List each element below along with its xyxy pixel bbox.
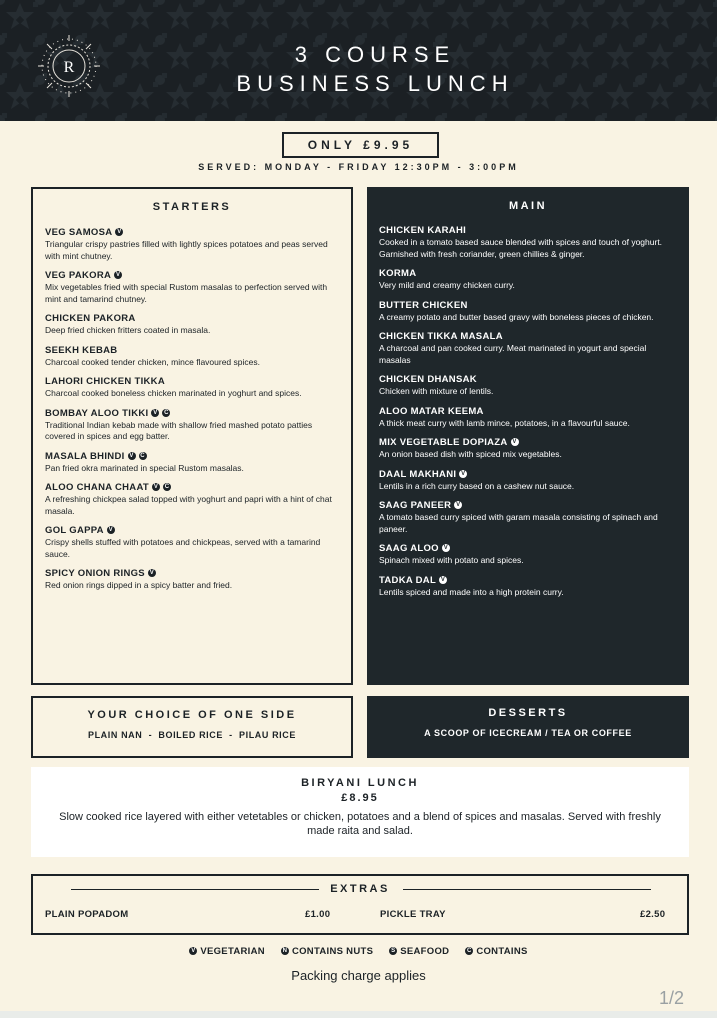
biryani-title: BIRYANI LUNCH (301, 777, 419, 789)
legend-entry (465, 946, 527, 957)
menu-item-name (379, 499, 677, 512)
menu-item-description: Lentils spiced and made into a high protein curry. (379, 586, 564, 597)
menu-item (45, 375, 339, 400)
dietary-badge-icon: C (467, 948, 472, 955)
extra-item-price: £2.50 (640, 909, 666, 920)
dietary-badge-icon: V (129, 452, 134, 459)
dietary-badge-icon: V (108, 527, 113, 534)
legend-entry (281, 946, 373, 957)
menu-item (45, 226, 339, 262)
menu-item (45, 481, 339, 517)
menu-item-name (379, 468, 677, 481)
menu-item (45, 524, 339, 560)
menu-item-description: Triangular crispy pastries filled with lightly spices potatoes and peas served with mint chutney. (45, 239, 328, 261)
menu-item (379, 468, 677, 493)
menu-item (379, 330, 677, 366)
dietary-badge-icon: V (461, 470, 466, 477)
menu-item-name-text: SAAG ALOO (379, 543, 439, 554)
dietary-badge-icon: C (164, 484, 170, 491)
menu-item-name-text: CHICKEN PAKORA (45, 313, 136, 324)
main-heading: MAIN (508, 200, 548, 212)
menu-item-name (379, 299, 677, 312)
dietary-badge-icon: V (153, 409, 158, 416)
title-line-2: BUSINESS LUNCH (236, 71, 514, 96)
menu-item-description: Red onion rings dipped in a spicy batter and fried. (45, 580, 233, 590)
menu-item-description: Charcoal cooked tender chicken, mince flavoured spices. (45, 356, 260, 367)
menu-item-name-text: CHICKEN TIKKA MASALA (379, 331, 503, 342)
menu-item-name (379, 330, 677, 343)
dietary-badge-icon: S (391, 948, 396, 955)
menu-item-name (379, 267, 677, 280)
dietary-badge-icon: V (512, 439, 517, 446)
side-heading: YOUR CHOICE OF ONE SIDE (87, 709, 297, 721)
menu-item-name-text: SAAG PANEER (379, 500, 452, 511)
menu-item-description: Lentils in a rich curry based on a cashew nut sauce. (379, 480, 575, 491)
menu-item-description: A refreshing chickpea salad topped with yoghurt and papri with a hint of chat masala. (45, 494, 332, 516)
menu-item-name-text: SPICY ONION RINGS (45, 568, 145, 579)
menu-item (45, 407, 339, 443)
menu-item-name-text: CHICKEN DHANSAK (379, 374, 477, 385)
dietary-legend (0, 946, 717, 957)
starters-panel (31, 187, 353, 685)
dietary-badge-icon: V (456, 502, 461, 509)
menu-item-name-text: DAAL MAKHANI (379, 468, 457, 480)
main-panel (367, 187, 689, 685)
menu-item (379, 542, 677, 567)
menu-item (45, 450, 339, 475)
menu-item-description: Crispy shells stuffed with potatoes and chickpeas, served with a tamarind sauce. (45, 537, 321, 559)
dietary-badge-icon: V (153, 484, 159, 491)
legend-entry (189, 946, 265, 957)
legend-label: CONTAINS NUTS (291, 946, 374, 957)
rustom-logo (34, 31, 104, 101)
menu-item (379, 405, 677, 430)
dietary-badge-icon: V (443, 545, 449, 552)
desserts-options: A SCOOP OF ICECREAM / TEA OR COFFEE (424, 728, 632, 738)
menu-item-name-text: VEG PAKORA (45, 270, 112, 281)
menu-item-name (379, 373, 677, 386)
packing-note: Packing charge applies (291, 968, 426, 983)
dietary-badge-icon: N (282, 948, 288, 955)
menu-item (379, 299, 677, 324)
biryani-price: £8.95 (341, 792, 379, 804)
menu-item-name (45, 375, 339, 388)
desserts-panel (367, 696, 689, 758)
menu-item-name-text: SEEKH KEBAB (45, 344, 118, 356)
dietary-badge-icon: V (440, 576, 446, 583)
menu-item-name-text: MIX VEGETABLE DOPIAZA (379, 437, 508, 448)
menu-item-name-text: ALOO MATAR KEEMA (379, 405, 484, 417)
menu-item-name (45, 450, 339, 463)
menu-item-description: Spinach mixed with potato and spices. (379, 555, 524, 565)
served-times: SERVED: MONDAY - FRIDAY 12:30PM - 3:00PM (198, 162, 519, 172)
starters-list (33, 216, 351, 592)
menu-item-description: A creamy potato and butter based gravy with boneless pieces of chicken. (379, 311, 654, 322)
dietary-badge-icon: C (164, 409, 169, 416)
menu-item-name (45, 344, 339, 357)
dietary-badge-icon: V (116, 272, 121, 279)
menu-item-name-text: MASALA BHINDI (45, 450, 125, 462)
extra-item-price: £1.00 (305, 909, 331, 920)
main-list (367, 214, 689, 598)
menu-item-name (45, 524, 339, 537)
menu-item-name-text: KORMA (379, 268, 417, 279)
menu-item-name (379, 405, 677, 418)
menu-item-description: Traditional Indian kebab made with shallow fried mashed potato patties covered in spices and egg batter. (45, 419, 313, 441)
menu-item-name (45, 226, 339, 239)
extras-heading: EXTRAS (330, 883, 390, 895)
menu-item-name (45, 312, 339, 325)
extra-item-name: PLAIN POPADOM (45, 909, 129, 920)
menu-item-name-text: LAHORI CHICKEN TIKKA (45, 376, 165, 387)
menu-item-description: A tomato based curry spiced with garam masala consisting of spinach and paneer. (379, 512, 658, 534)
menu-item-description: An onion based dish with spiced mix vegetables. (379, 449, 562, 459)
dietary-badge-icon: C (140, 452, 145, 459)
menu-item-name-text: VEG SAMOSA (45, 227, 113, 238)
menu-item-description: Deep fried chicken fritters coated in masala. (45, 325, 211, 335)
menu-item (379, 267, 677, 292)
dietary-badge-icon: V (117, 229, 122, 236)
biryani-description: Slow cooked rice layered with either vetetables or chicken, potatoes and a blend of spices and masalas. Served with freshly made raita and salad. (59, 811, 661, 837)
menu-item-description: Pan fried okra marinated in special Rustom masalas. (45, 462, 244, 473)
menu-item (379, 436, 677, 461)
starters-heading: STARTERS (152, 201, 232, 213)
price-box: ONLY £9.95 (282, 132, 439, 158)
title-line-1: 3 COURSE (294, 42, 456, 67)
page-indicator: 1/2 (659, 988, 685, 1008)
legend-label: SEAFOOD (400, 946, 450, 957)
menu-item-name-text: BUTTER CHICKEN (379, 299, 468, 311)
menu-item-description: A thick meat curry with lamb mince, potatoes, in a flavourful sauce. (379, 417, 630, 428)
menu-item-name (379, 224, 677, 237)
menu-item-name (379, 436, 677, 449)
menu-item-name-text: BOMBAY ALOO TIKKI (45, 407, 149, 419)
menu-item-name (45, 269, 339, 282)
menu-item-name-text: GOL GAPPA (45, 525, 104, 536)
menu-item-name (45, 481, 339, 494)
header-banner (0, 0, 717, 121)
side-options: PLAIN NAN - BOILED RICE - PILAU RICE (87, 730, 296, 740)
logo-letter: R (63, 59, 75, 76)
menu-item-name-text: TADKA DAL (379, 574, 437, 586)
menu-item-description: Chicken with mixture of lentils. (379, 386, 494, 396)
legend-label: VEGETARIAN (200, 946, 265, 957)
biryani-panel (31, 767, 689, 857)
menu-item (379, 574, 677, 599)
menu-item-description: Charcoal cooked boneless chicken marinated in yoghurt and spices. (45, 388, 302, 398)
menu-item-description: Cooked in a tomato based sauce blended with spices and touch of yoghurt. Garnished with fresh coriander, green chillies & ginger. (379, 237, 663, 259)
extra-item-name: PICKLE TRAY (380, 909, 446, 920)
menu-item (45, 269, 339, 305)
menu-item (45, 312, 339, 337)
menu-item-name-text: ALOO CHANA CHAAT (45, 482, 150, 493)
legend-entry (389, 946, 449, 957)
side-panel (31, 696, 353, 758)
extras-panel (31, 874, 689, 935)
menu-item (45, 567, 339, 592)
menu-item (379, 224, 677, 260)
menu-item-description: Mix vegetables fried with special Rustom masalas to perfection served with mint and tamarind chutney. (45, 282, 328, 304)
menu-item-description: Very mild and creamy chicken curry. (379, 280, 515, 290)
menu-item-name (379, 542, 677, 555)
dietary-badge-icon: V (149, 570, 155, 577)
menu-item (379, 499, 677, 535)
menu-item-name (45, 567, 339, 580)
menu-item-name-text: CHICKEN KARAHI (379, 225, 467, 236)
bottom-bar (0, 1011, 717, 1018)
dietary-badge-icon: V (191, 948, 196, 955)
menu-item-name (379, 574, 677, 587)
menu-item-description: A charcoal and pan cooked curry. Meat marinated in yogurt and special masalas (379, 343, 647, 365)
desserts-heading: DESSERTS (488, 707, 568, 719)
menu-item (379, 373, 677, 398)
page-title (200, 40, 550, 98)
legend-label: CONTAINS (476, 946, 528, 957)
menu-item (45, 344, 339, 369)
menu-item-name (45, 407, 339, 420)
